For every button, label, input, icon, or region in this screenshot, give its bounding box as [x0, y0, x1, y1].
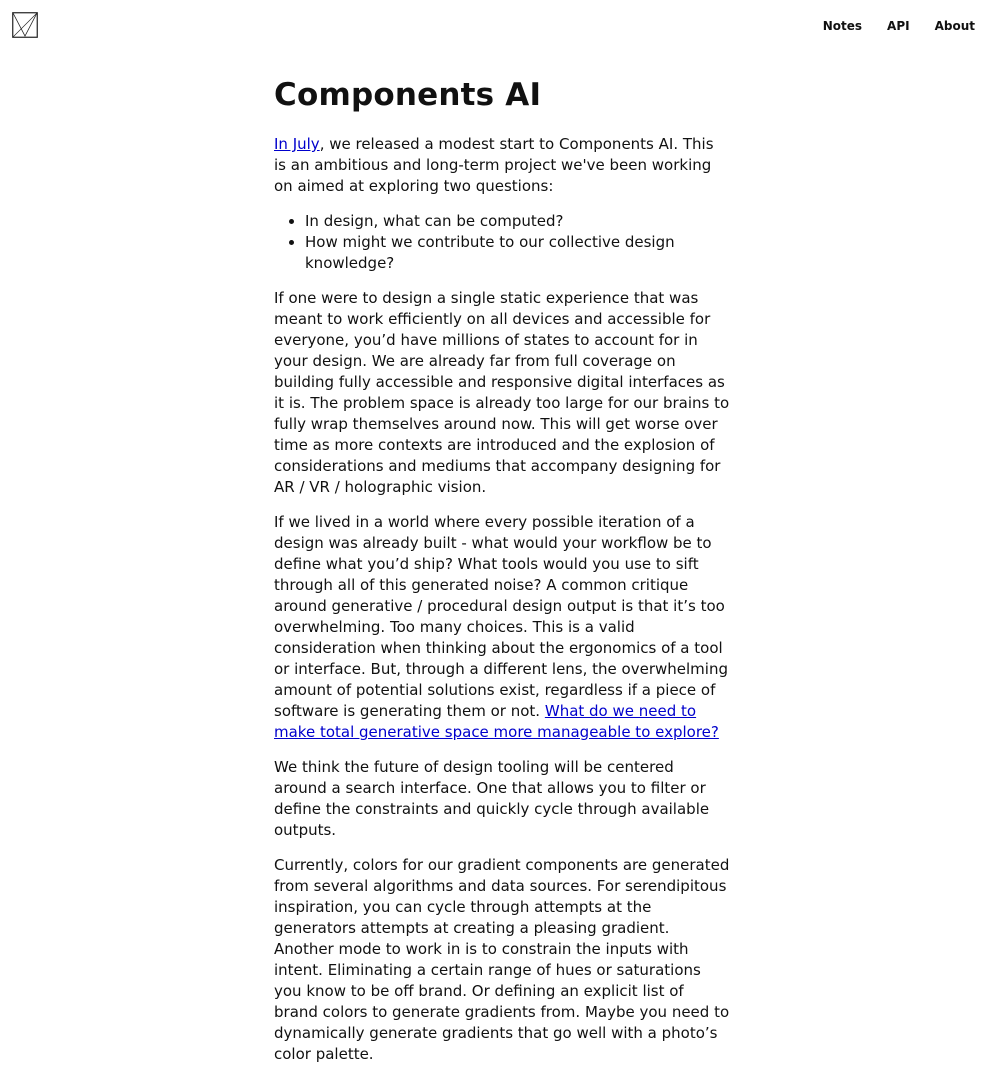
- paragraph-generative: [274, 512, 730, 743]
- question-item: • How might we contribute to our collective design knowledge?: [305, 232, 730, 274]
- site-header: [0, 0, 1000, 56]
- paragraph-gradients: Currently, colors for our gradient components are generated from several algorithms and data sources. For serendipitous inspiration, you can cycle through attempts at the generators attempts at creating a pleasing gradient. Another mode to work in is to constrain the inputs with intent. Eliminating a certain range of hues or saturations you know to be off brand. Or defining an explicit list of brand colors to generate gradients from. Maybe you need to dynamically generate gradients that go well with a photo’s color palette.: [274, 856, 730, 1063]
- nav-notes-link[interactable]: Notes: [822, 19, 863, 33]
- nav-api-link[interactable]: API: [887, 19, 910, 33]
- questions-list: [274, 211, 730, 274]
- question-item: • In design, what can be computed?: [305, 211, 730, 232]
- generative-text: If we lived in a world where every possible iteration of a design was already built - what would your workflow be to define what you’d ship? What tools would you use to sift through all of this generated noise? A common critique around generative / procedural design output is that it’s too overwhelming. Too many choices. This is a valid consideration when thinking about the ergonomics of a tool or interface. But, through a different lens, the overwhelming amount of potential solutions exist, regardless if a piece of software is generating them or not.: [274, 513, 728, 720]
- intro-paragraph: [274, 134, 730, 197]
- in-july-link[interactable]: In July: [274, 135, 320, 153]
- paragraph-search: We think the future of design tooling will be centered around a search interface. One that allows you to filter or define the constraints and quickly cycle through available outputs.: [274, 758, 710, 839]
- generative-space-link[interactable]: What do we need to make total generative space more manageable to explore?: [274, 702, 719, 741]
- main-nav: [823, 19, 975, 33]
- logo-icon: [12, 12, 38, 38]
- paragraph-states: If one were to design a single static experience that was meant to work efficiently on all devices and accessible for everyone, you’d have millions of states to account for in your design. We are already far from full coverage on building fully accessible and responsive digital interfaces as it is. The problem space is already too large for our brains to fully wrap themselves around now. This will get worse over time as more contexts are introduced and the explosion of considerations and mediums that accompany designing for AR / VR / holographic vision.: [274, 289, 730, 496]
- article: [274, 76, 730, 1079]
- nav-about-link[interactable]: About: [934, 19, 975, 33]
- intro-text: , we released a modest start to Components AI. This is an ambitious and long-term project we've been working on aimed at exploring two questions:: [274, 135, 714, 195]
- page-title: Components AI: [274, 77, 542, 113]
